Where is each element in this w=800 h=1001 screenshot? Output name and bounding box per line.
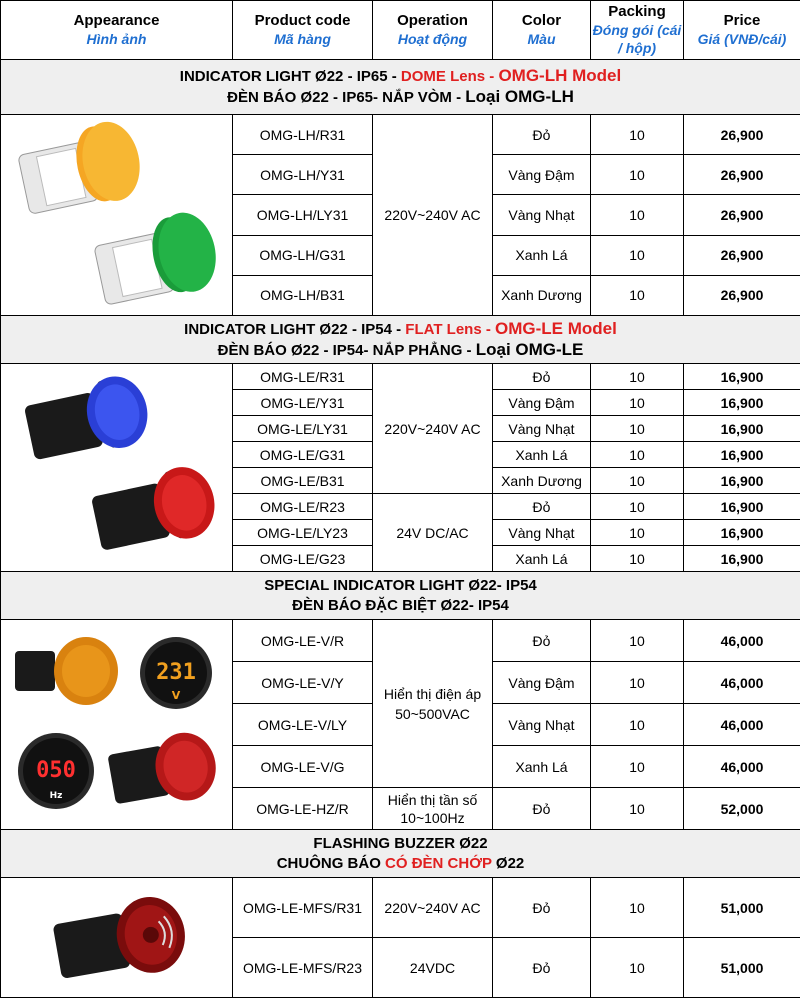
color: Đỏ (493, 620, 591, 662)
product-code: OMG-LE-V/Y (233, 662, 373, 704)
product-code: OMG-LE/Y31 (233, 390, 373, 416)
color: Đỏ (493, 878, 591, 938)
section-title-buzzer: FLASHING BUZZER Ø22 CHUÔNG BÁO CÓ ĐÈN CHỚP Ø22 (1, 830, 800, 878)
product-code: OMG-LH/B31 (233, 275, 373, 315)
packing: 10 (591, 938, 684, 998)
product-code: OMG-LE-HZ/R (233, 788, 373, 830)
product-code: OMG-LH/LY31 (233, 195, 373, 235)
color: Đỏ (493, 938, 591, 998)
packing: 10 (591, 662, 684, 704)
color: Xanh Dương (493, 468, 591, 494)
operation: 220V~240V AC (373, 878, 493, 938)
price: 51,000 (684, 938, 800, 998)
header-row (1, 1, 800, 60)
packing: 10 (591, 390, 684, 416)
price: 26,900 (684, 155, 800, 195)
product-code: OMG-LE/LY31 (233, 416, 373, 442)
product-code: OMG-LH/R31 (233, 115, 373, 155)
price: 16,900 (684, 442, 800, 468)
price: 46,000 (684, 746, 800, 788)
price: 46,000 (684, 704, 800, 746)
color: Xanh Lá (493, 235, 591, 275)
table-row (1, 878, 800, 938)
price: 51,000 (684, 878, 800, 938)
color: Xanh Lá (493, 442, 591, 468)
product-code: OMG-LE-V/G (233, 746, 373, 788)
section-title-special: SPECIAL INDICATOR LIGHT Ø22- IP54 ĐÈN BÁO ĐẶC BIỆT Ø22- IP54 (1, 572, 800, 620)
color: Vàng Nhạt (493, 416, 591, 442)
operation: 24VDC (373, 938, 493, 998)
packing: 10 (591, 155, 684, 195)
product-code: OMG-LE/LY23 (233, 520, 373, 546)
price: 26,900 (684, 195, 800, 235)
product-code: OMG-LE/B31 (233, 468, 373, 494)
color: Xanh Lá (493, 746, 591, 788)
packing: 10 (591, 442, 684, 468)
color: Đỏ (493, 364, 591, 390)
product-code: OMG-LE-MFS/R31 (233, 878, 373, 938)
price: 26,900 (684, 115, 800, 155)
price: 16,900 (684, 364, 800, 390)
price: 46,000 (684, 620, 800, 662)
color: Đỏ (493, 788, 591, 830)
operation: Hiển thị tần số 10~100Hz (373, 788, 493, 830)
product-image-buzzer (1, 878, 233, 998)
color: Đỏ (493, 494, 591, 520)
product-code: OMG-LE-V/R (233, 620, 373, 662)
packing: 10 (591, 494, 684, 520)
product-code: OMG-LE/G23 (233, 546, 373, 572)
packing: 10 (591, 704, 684, 746)
price: 16,900 (684, 468, 800, 494)
packing: 10 (591, 878, 684, 938)
price: 16,900 (684, 520, 800, 546)
price: 46,000 (684, 662, 800, 704)
table-row (1, 364, 800, 390)
operation: 220V~240V AC (373, 364, 493, 494)
color: Vàng Đậm (493, 662, 591, 704)
color: Vàng Đậm (493, 390, 591, 416)
col-color: Color Màu (493, 1, 591, 60)
price: 26,900 (684, 275, 800, 315)
packing: 10 (591, 788, 684, 830)
col-appearance: Appearance Hình ảnh (1, 1, 233, 60)
product-code: OMG-LE/R31 (233, 364, 373, 390)
product-code: OMG-LE/G31 (233, 442, 373, 468)
price: 16,900 (684, 546, 800, 572)
svg-text:231: 231 (156, 659, 196, 685)
operation: 24V DC/AC (373, 494, 493, 572)
color: Vàng Nhạt (493, 520, 591, 546)
color: Vàng Nhạt (493, 704, 591, 746)
section-title-omg-lh: INDICATOR LIGHT Ø22 - IP65 - DOME Lens - OMG-LH Model ĐÈN BÁO Ø22 - IP65- NẮP VÒM - Loại OMG-LH (1, 60, 800, 115)
product-code: OMG-LE-V/LY (233, 704, 373, 746)
packing: 10 (591, 468, 684, 494)
col-operation: Operation Hoạt động (373, 1, 493, 60)
price: 16,900 (684, 390, 800, 416)
table-row (1, 620, 800, 662)
color: Xanh Dương (493, 275, 591, 315)
col-product-code: Product code Mã hàng (233, 1, 373, 60)
product-code: OMG-LH/G31 (233, 235, 373, 275)
price: 26,900 (684, 235, 800, 275)
product-code: OMG-LE-MFS/R23 (233, 938, 373, 998)
color: Đỏ (493, 115, 591, 155)
product-image-omg-le (1, 364, 233, 572)
price: 16,900 (684, 416, 800, 442)
color: Xanh Lá (493, 546, 591, 572)
packing: 10 (591, 364, 684, 390)
product-image-omg-lh (1, 115, 233, 316)
packing: 10 (591, 620, 684, 662)
price: 16,900 (684, 494, 800, 520)
operation: Hiển thị điện áp 50~500VAC (373, 620, 493, 788)
packing: 10 (591, 546, 684, 572)
table-row (1, 115, 800, 155)
packing: 10 (591, 195, 684, 235)
product-image-special (1, 620, 233, 830)
svg-text:Hz: Hz (49, 790, 63, 801)
color: Vàng Đậm (493, 155, 591, 195)
packing: 10 (591, 275, 684, 315)
product-code: OMG-LH/Y31 (233, 155, 373, 195)
svg-text:V: V (171, 688, 181, 702)
product-code: OMG-LE/R23 (233, 494, 373, 520)
frequency-display (18, 733, 94, 809)
operation: 220V~240V AC (373, 115, 493, 316)
packing: 10 (591, 746, 684, 788)
col-packing: Packing Đóng gói (cái / hộp) (591, 1, 684, 60)
packing: 10 (591, 416, 684, 442)
packing: 10 (591, 235, 684, 275)
color: Vàng Nhạt (493, 195, 591, 235)
price: 52,000 (684, 788, 800, 830)
packing: 10 (591, 115, 684, 155)
section-title-omg-le: INDICATOR LIGHT Ø22 - IP54 - FLAT Lens - OMG-LE Model ĐÈN BÁO Ø22 - IP54- NẮP PHẲNG - Loại OMG-LE (1, 316, 800, 364)
col-price: Price Giá (VNĐ/cái) (684, 1, 800, 60)
voltage-display (140, 637, 212, 709)
packing: 10 (591, 520, 684, 546)
svg-text:050: 050 (36, 757, 76, 783)
